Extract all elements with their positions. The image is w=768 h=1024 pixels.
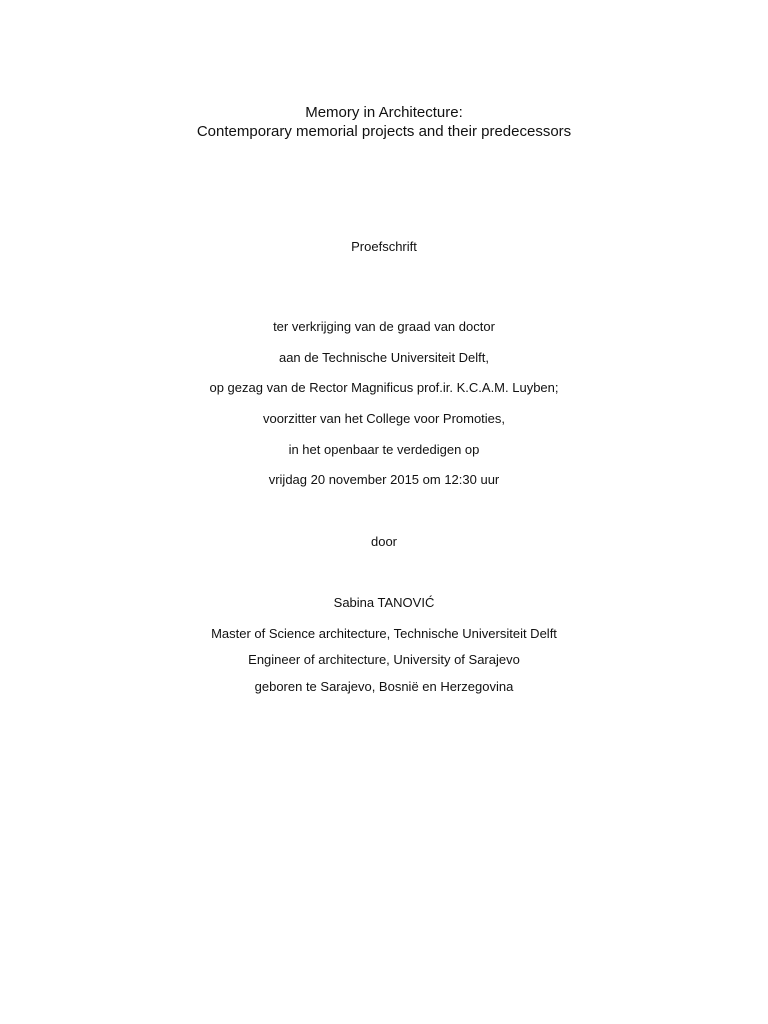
degree-line-4: voorzitter van het College voor Promoties, [262, 411, 506, 426]
credential-line-1: Master of Science architecture, Technische Universiteit Delft [211, 626, 557, 641]
defense-date: vrijdag 20 november 2015 om 12:30 uur [268, 472, 500, 487]
degree-line-1: ter verkrijging van de graad van doctor [273, 319, 495, 334]
degree-line-3: op gezag van de Rector Magnificus prof.ir. K.C.A.M. Luyben; [209, 380, 559, 395]
title-line-1: Memory in Architecture: [305, 104, 463, 121]
title-line-2: Contemporary memorial projects and their predecessors [196, 123, 572, 140]
degree-line-5: in het openbaar te verdedigen op [288, 442, 480, 457]
author-name: Sabina TANOVIĆ [333, 595, 435, 610]
credential-line-2: Engineer of architecture, University of Sarajevo [248, 652, 520, 667]
document-type: Proefschrift [351, 239, 417, 254]
credential-line-3: geboren te Sarajevo, Bosnië en Herzegovina [254, 679, 514, 694]
degree-line-2: aan de Technische Universiteit Delft, [278, 350, 490, 365]
by-label: door [370, 534, 398, 549]
